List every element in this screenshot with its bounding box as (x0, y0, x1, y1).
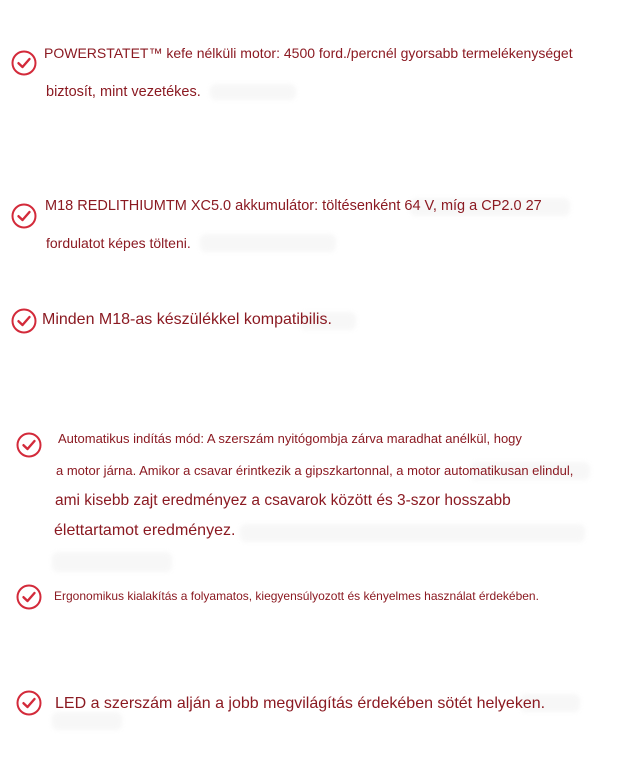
check-circle-icon (11, 308, 37, 334)
feature-text: POWERSTATET™ kefe nélküli motor: 4500 ford./percnél gyorsabb termelékenységet (44, 45, 573, 61)
ghost-block (200, 234, 336, 252)
check-circle-icon (16, 690, 42, 716)
feature-text: a motor járna. Amikor a csavar érintkezik a gipszkartonnal, a motor automatikusan elindul, (56, 463, 574, 478)
feature-text: Ergonomikus kialakítás a folyamatos, kiegyensúlyozott és kényelmes használat érdekében. (54, 589, 539, 603)
ghost-block (52, 712, 122, 730)
feature-text: Automatikus indítás mód: A szerszám nyitógombja zárva maradhat anélkül, hogy (58, 431, 522, 446)
feature-text: élettartamot eredményez. (54, 522, 236, 539)
feature-text: fordulatot képes tölteni. (46, 235, 191, 251)
check-circle-icon (16, 584, 42, 610)
check-circle-icon (11, 50, 37, 76)
feature-text: LED a szerszám alján a jobb megvilágítás érdekében sötét helyeken. (55, 695, 546, 712)
feature-text: Minden M18-as készülékkel kompatibilis. (42, 311, 332, 328)
feature-text: M18 REDLITHIUMTM XC5.0 akkumulátor: töltésenként 64 V, míg a CP2.0 27 (45, 198, 542, 214)
feature-text: biztosít, mint vezetékes. (46, 84, 201, 100)
ghost-block (210, 84, 296, 100)
feature-text: ami kisebb zajt eredményez a csavarok között és 3-szor hosszabb (55, 492, 511, 509)
check-circle-icon (11, 203, 37, 229)
check-circle-icon (16, 432, 42, 458)
ghost-block (52, 552, 172, 572)
ghost-block (240, 524, 585, 542)
